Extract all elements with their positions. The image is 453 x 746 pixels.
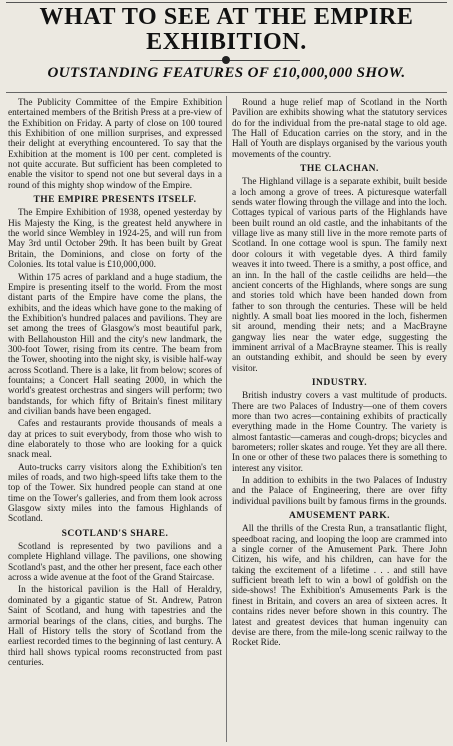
headline-line-2: EXHIBITION. xyxy=(146,29,307,55)
headline xyxy=(0,5,453,55)
paragraph: All the thrills of the Cresta Run, a transatlantic flight, speedboat racing, and looping the loop are crammed into a single corner of the Amusement Park. There John Citizen, his wife, and his children, can have for the taking the excitement of a lifetime . . . and still have sufficient breath left to win a bowl of goldfish on the side-shows! The Exhibition's Amusements Park is the finest in Britain, and covers an area of sixteen acres. It contains rides never before shown in this country. The latest and greatest devices that human ingenuity can devise are there, from the mile-long scenic railway to the Rocket Ride. xyxy=(232,524,447,649)
section-heading: AMUSEMENT PARK. xyxy=(288,511,391,522)
paragraph: The Highland village is a separate exhibit, built beside a loch among a grove of trees. A picturesque waterfall sends water flowing through the village and into the loch. Cottages typical of various parts of the Highlands have been built round an old castle, and the inhabitants of the village live as many still live in the more remote parts of Scotland. In one cottage wool is spun. The family next door colours it with vegetable dyes. A third family weaves it into tweed. There is a smithy, a post office, and an inn. In the hall of the castle ceilidhs are held—the ancient concerts of the Highlands, where songs are sung and stories told which have been handed down from father to son through the centuries. These will be held nightly. A small boat lies moored in the loch, fishermen sit around, mending their nets; and a MacBrayne gangway lies near the water edge, suggesting the imminent arrival of a MacBrayne steamer. This is really an outstanding exhibit, and should be seen by every visitor. xyxy=(232,177,447,374)
right-column xyxy=(232,98,447,744)
paragraph: Cafes and restaurants provide thousands of meals a day at prices to suit everybody, from those who wish to dine elaborately to those who are looking for a quick snack meal. xyxy=(8,419,222,461)
top-rule xyxy=(6,2,447,3)
left-column xyxy=(8,98,222,744)
section-heading: THE CLACHAN. xyxy=(300,164,379,175)
paragraph: Round a huge relief map of Scotland in the North Pavilion are exhibits showing what the statutory services do for the individual from the pre-natal stage to old age. The Hall of Education carries on the story, and in the Hall of Youth are displays organised by the various youth movements of the country. xyxy=(232,98,447,160)
paragraph: The Publicity Committee of the Empire Exhibition entertained members of the British Press at a pre-view of the Exhibition on Friday. A party of close on 100 toured this Exhibition of one million surprises, and expressed their delight at everything encountered. To say that the Exhibition at the moment is 100 per cent. completed is not quite accurate. But sufficient has been completed to enable the visitor to spend not one but several days in a round of this mighty shop window of the Empire. xyxy=(8,98,222,191)
column-divider xyxy=(226,96,227,742)
paragraph: Within 175 acres of parkland and a huge stadium, the Empire is presenting itself to the world. From the most distant parts of the Empire have come the plans, the exhibits, and the ideas which have gone to the making of the Exhibition's hundred palaces and pavilions. They are set among the trees of Glasgow's most beautiful park, with Bellahouston Hill and the city's new landmark, the 300-foot Tower, rising from its centre. The beam from the Tower, shooting into the night sky, is visible half-way across Scotland. There is a lake, lit from below; scores of fountains; a Concert Hall seating 2000, in which the world's greatest orchestras and singers will perform; two bandstands, for which fifty of Britain's finest military and civilian bands have been engaged. xyxy=(8,272,222,417)
section-heading: THE EMPIRE PRESENTS ITSELF. xyxy=(33,195,197,206)
header-rule xyxy=(6,92,447,93)
section-heading: INDUSTRY. xyxy=(311,377,368,388)
paragraph: In addition to exhibits in the two Palaces of Industry and the Palace of Engineering, there are over fifty individual pavilions built by famous firms in the grounds. xyxy=(232,476,447,507)
paragraph: Auto-trucks carry visitors along the Exhibition's ten miles of roads, and two high-speed lifts take them to the top of the Tower. Six hundred people can stand at one time on the Tower's galleries, and from them look across Glasgow sixty miles into the famous Highlands of Scotland. xyxy=(8,462,222,525)
headline-line-1: WHAT TO SEE AT THE EMPIRE xyxy=(39,4,414,30)
section-heading: SCOTLAND'S SHARE. xyxy=(61,528,169,539)
subheadline: OUTSTANDING FEATURES OF £10,000,000 SHOW. xyxy=(47,65,406,81)
paragraph: British industry covers a vast multitude of products. There are two Palaces of Industry—one of them covers more than two acres—containing exhibits of practically everything made in the Home Country. The variety is almost fantastic—cameras and cough-drops; bicycles and barometers; roller skates and rouge. Yet they are all there. In one or other of these two palaces there is something to interest any visitor. xyxy=(232,391,447,474)
paragraph: Scotland is represented by two pavilions and a complete Highland village. The pavilions, one showing Scotland's past, and the other her present, face each other across a wide avenue at the foot of the Grand Staircase. xyxy=(8,542,222,584)
paragraph: In the historical pavilion is the Hall of Heraldry, dominated by a gigantic statue of St. Andrew, Patron Saint of Scotland, and hung with tapestries and the armorial bearings of the clans, cities, and burghs. The Hall of History tells the story of Scotland from the earliest recorded times to the beginning of last century. A third hall shows typical rooms reconstructed from past centuries. xyxy=(8,585,222,668)
paragraph: The Empire Exhibition of 1938, opened yesterday by His Majesty the King, is the greatest held anywhere in the world since Wembley in 1924-25, and will run from May 3rd until October 29th. It has been built by Great Britain, the Dominions, and close on forty of the Colonies. Its total value is £10,000,000. xyxy=(8,208,222,271)
separator-ornament xyxy=(222,56,230,64)
